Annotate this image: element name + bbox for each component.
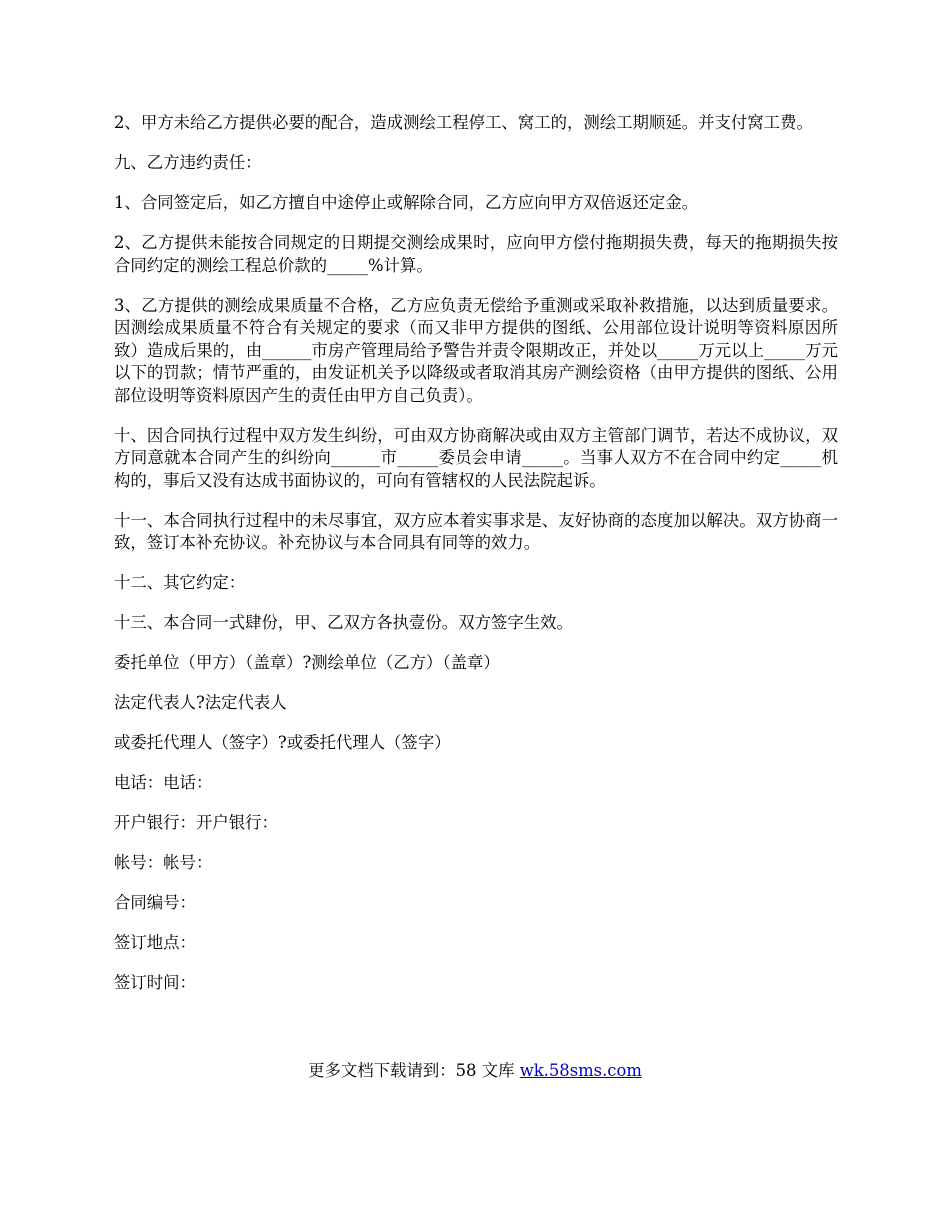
signature-legal-rep: 法定代表人?法定代表人 [114,693,287,712]
clause-11-supplementary: 十一、本合同执行过程中的未尽事宜，双方应本着实事求是、友好协商的态度加以解决。双方协商一致，签订本补充协议。补充协议与本合同具有同等的效力。 [114,510,838,552]
field-phone: 电话：电话： [114,773,213,792]
field-contract-number: 合同编号： [114,893,196,912]
signature-units: 委托单位（甲方）（盖章）?测绘单位（乙方）（盖章） [114,653,500,672]
heading-party-b-liability: 九、乙方违约责任： [114,153,262,172]
paragraph-1-deposit: 1、合同签定后，如乙方擅自中途停止或解除合同，乙方应向甲方双倍返还定金。 [114,193,699,212]
footer-link[interactable]: wk.58sms.com [519,1061,642,1080]
paragraph-2-delay-penalty: 2、乙方提供未能按合同规定的日期提交测绘成果时，应向甲方偿付拖期损失费，每天的拖期损失按合同约定的测绘工程总价款的_____%计算。 [114,233,838,275]
clause-10-disputes: 十、因合同执行过程中双方发生纠纷，可由双方协商解决或由双方主管部门调节，若达不成协议，双方同意就本合同产生的纠纷向______市_____委员会申请_____。当事人双方不在合同中约定_____机构的，事后又没有达成书面协议的，可向有管辖权的人民法院起诉。 [114,425,838,490]
clause-13-copies: 十三、本合同一式肆份，甲、乙双方各执壹份。双方签字生效。 [114,613,573,632]
footer-text: 更多文档下载请到：58 文库 [308,1061,520,1080]
paragraph-2-cooperation: 2、甲方未给乙方提供必要的配合，造成测绘工程停工、窝工的，测绘工期顺延。并支付窝工费。 [114,113,813,132]
field-sign-time: 签订时间： [114,973,196,992]
field-account: 帐号：帐号： [114,853,213,872]
footer [0,1060,950,1082]
field-sign-place: 签订地点： [114,933,196,952]
field-bank: 开户银行：开户银行： [114,813,278,832]
clause-12-other: 十二、其它约定： [114,573,246,592]
signature-agent: 或委托代理人（签字）?或委托代理人（签字） [114,733,451,752]
paragraph-3-quality: 3、乙方提供的测绘成果质量不合格，乙方应负责无偿给予重测或采取补救措施，以达到质量要求。因测绘成果质量不符合有关规定的要求（而又非甲方提供的图纸、公用部位设计说明等资料原因所致）造成后果的，由______市房产管理局给予警告并责令限期改正，并处以_____万元以上_____万元以下的罚款；情节严重的，由发证机关予以降级或者取消其房产测绘资格（由甲方提供的图纸、公用部位设明等资料原因产生的责任由甲方自己负责）。 [114,295,838,405]
